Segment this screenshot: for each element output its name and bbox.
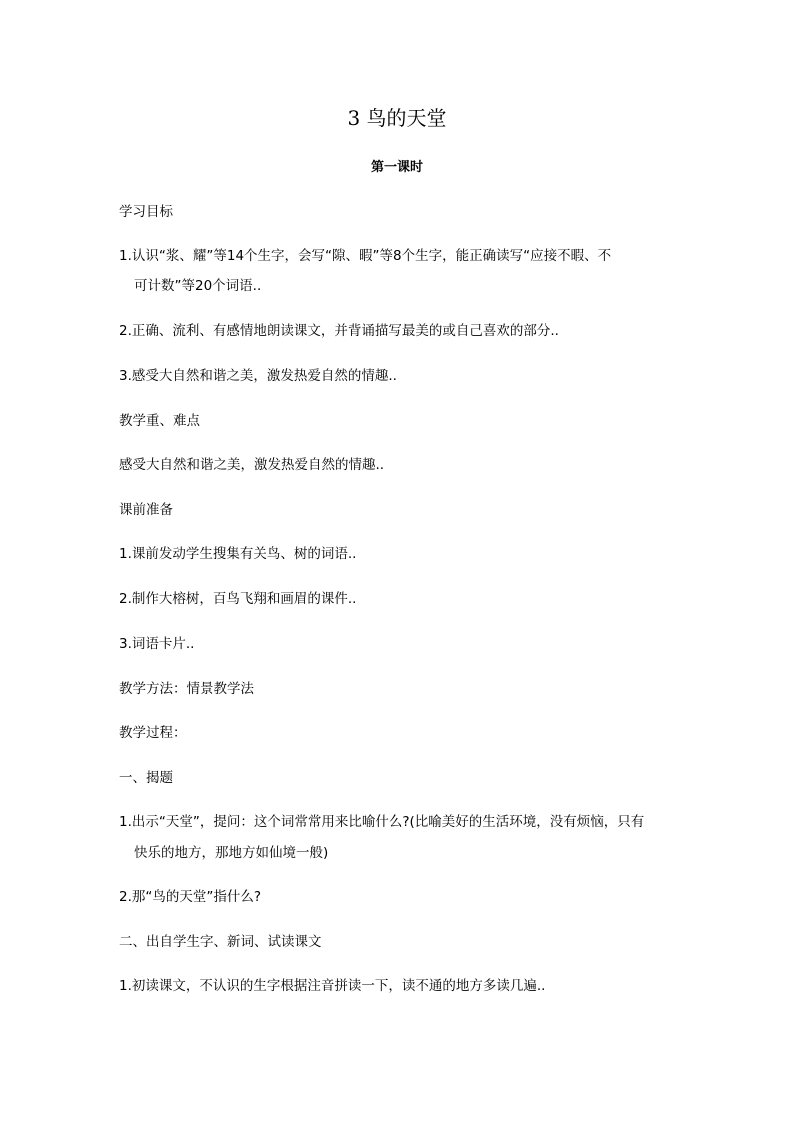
document-title: 3 鸟的天堂 <box>347 106 447 130</box>
objective-item-1: 1.认识“浆、耀”等14个生字，会写“隙、暇”等8个生字，能正确读写“应接不暇、不 <box>119 248 612 264</box>
process-step-1-heading: 一、揭题 <box>119 770 173 786</box>
process-step-1-item-1-continued: 快乐的地方，那地方如仙境一般) <box>134 845 329 861</box>
section-heading-process: 教学过程： <box>119 725 187 741</box>
objective-item-1-continued: 可计数”等20个词语.. <box>134 278 262 294</box>
objective-item-2: 2.正确、流利、有感情地朗读课文，并背诵描写最美的或自己喜欢的部分.. <box>119 323 559 339</box>
preparation-item-1: 1.课前发动学生搜集有关鸟、树的词语.. <box>119 546 357 562</box>
section-heading-objectives: 学习目标 <box>119 204 173 220</box>
lesson-subtitle: 第一课时 <box>370 160 423 175</box>
process-step-1-item-1: 1.出示“天堂”，提问：这个词常常用来比喻什么?(比喻美好的生活环境，没有烦恼，只有 <box>119 814 645 830</box>
preparation-item-3: 3.词语卡片.. <box>119 636 195 652</box>
objective-item-3: 3.感受大自然和谐之美，激发热爱自然的情趣.. <box>119 368 397 384</box>
section-heading-key-points: 教学重、难点 <box>119 413 200 429</box>
key-points-text: 感受大自然和谐之美，激发热爱自然的情趣.. <box>119 457 385 473</box>
process-step-1-item-2: 2.那“鸟的天堂”指什么? <box>119 889 262 905</box>
process-step-2-item-1: 1.初读课文，不认识的生字根据注音拼读一下，读不通的地方多读几遍.. <box>119 978 546 994</box>
section-heading-preparation: 课前准备 <box>119 502 173 518</box>
process-step-2-heading: 二、出自学生字、新词、试读课文 <box>119 934 322 950</box>
teaching-method: 教学方法：情景教学法 <box>119 681 254 697</box>
preparation-item-2: 2.制作大榕树，百鸟飞翔和画眉的课件.. <box>119 591 357 607</box>
